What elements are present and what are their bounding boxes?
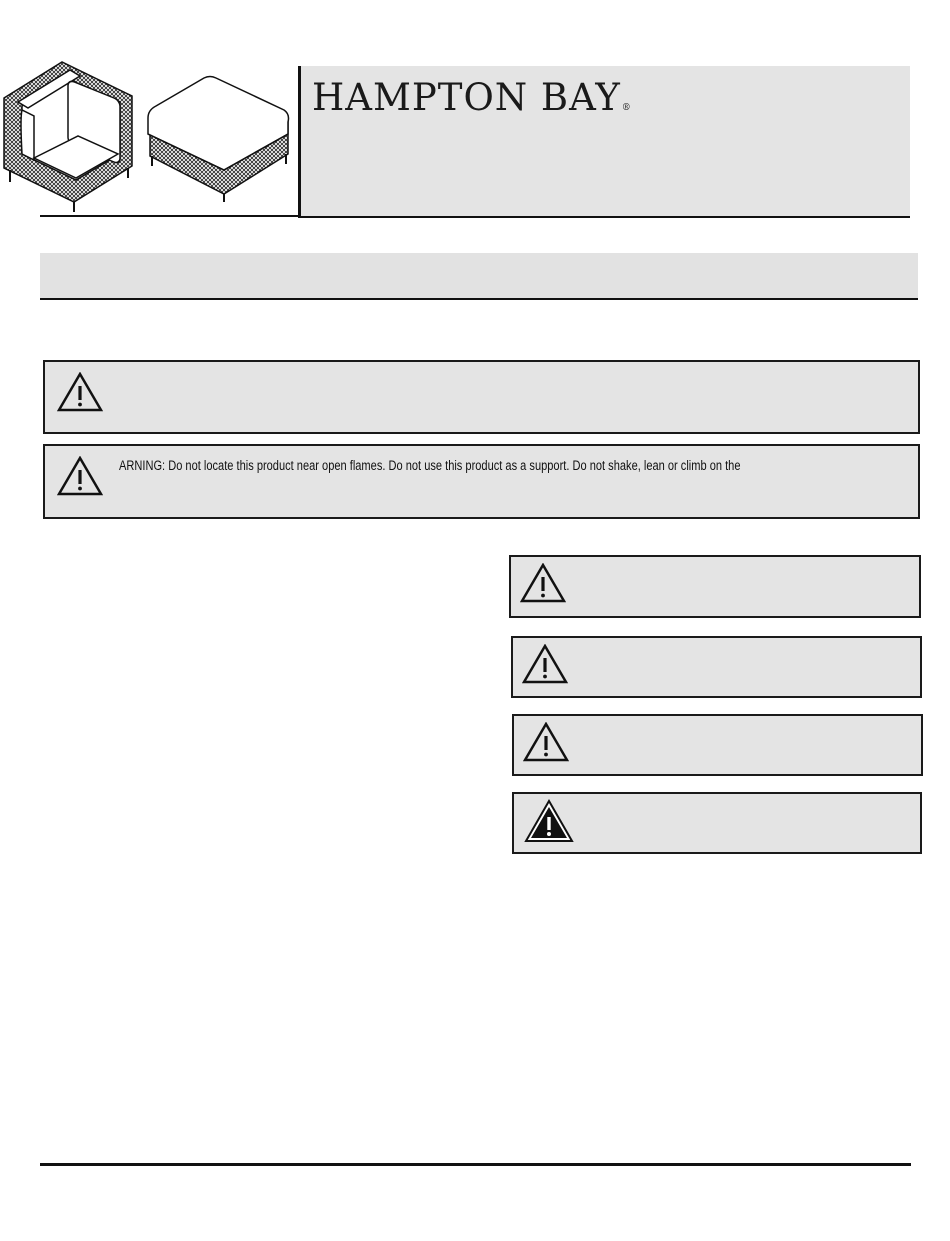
corner-chair-icon [4, 62, 132, 212]
footer-rule [40, 1163, 911, 1166]
warning-box-second [43, 444, 920, 519]
warning-triangle-icon [57, 372, 103, 412]
warning-triangle-icon [57, 456, 103, 496]
warning-box-right-3 [512, 714, 923, 776]
warning-box-right-2 [511, 636, 922, 698]
warning-triangle-filled-icon [524, 799, 574, 843]
warning-box-right-4 [512, 792, 922, 854]
brand-logo: HAMPTON BAY® [312, 76, 632, 119]
warning-triangle-icon [520, 563, 566, 603]
warning-triangle-icon [523, 722, 569, 762]
warning-box-right-1 [509, 555, 921, 618]
warning-box-top [43, 360, 920, 434]
ottoman-icon [148, 77, 289, 203]
product-illustration [0, 58, 298, 216]
header-rule [40, 215, 300, 217]
warning-text: ARNING: Do not locate this product near open flames. Do not use this product as a support. Do not shake, lean or climb on the [119, 458, 741, 473]
warning-triangle-icon [522, 644, 568, 684]
brand-panel [301, 66, 910, 218]
section-title-band [40, 253, 918, 300]
